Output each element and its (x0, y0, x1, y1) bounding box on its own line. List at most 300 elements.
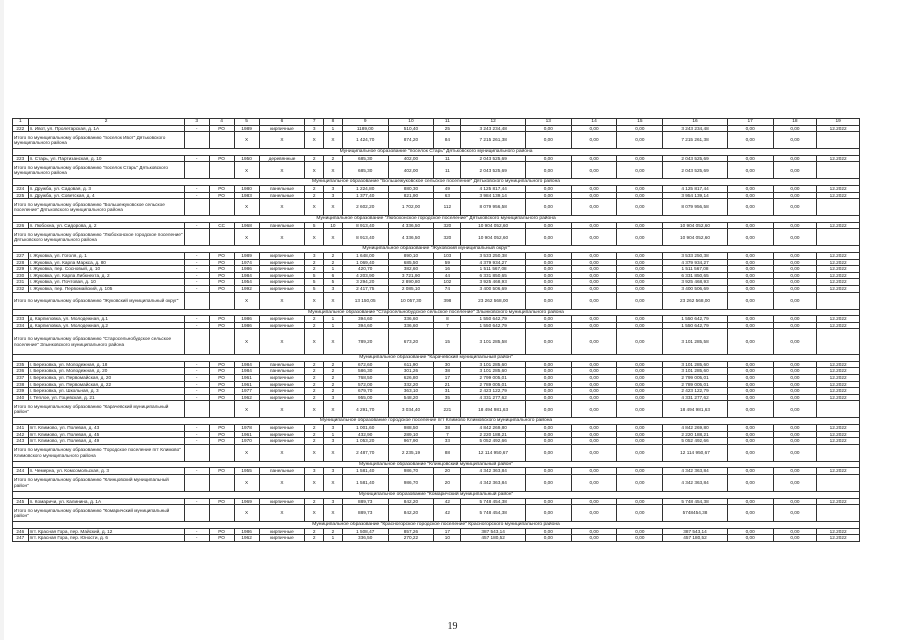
table-cell: 12.2022 (817, 528, 860, 535)
table-cell: 1992 (234, 285, 259, 292)
table-cell: 0,00 (727, 361, 773, 368)
subtotal-cell: Х (305, 132, 324, 149)
subtotal-cell: 0,00 (571, 475, 617, 492)
table-cell: 402,00 (388, 155, 434, 162)
subtotal-cell: Х (324, 229, 343, 246)
table-cell: 387 543,14 (663, 528, 728, 535)
table-cell: 1984 (234, 361, 259, 368)
subtotal-label: Итого по муниципальному образованию "Комаричский муниципальный район" (13, 505, 185, 522)
table-cell: 5 (305, 285, 324, 292)
table-cell: 3 101 285,60 (663, 361, 728, 368)
subtotal-cell: 0,00 (617, 292, 663, 309)
row-number: 247 (13, 535, 29, 542)
table-cell: 0,00 (525, 468, 571, 475)
subtotal-cell (184, 132, 209, 149)
subtotal-cell: Х (324, 132, 343, 149)
row-number: 228 (13, 259, 29, 266)
table-cell: 457 180,52 (663, 535, 728, 542)
table-cell: 0,00 (525, 222, 571, 229)
table-cell: 2 423 122,79 (663, 388, 728, 395)
subtotal-cell: 0,00 (571, 505, 617, 522)
table-cell: кирпичные (259, 266, 305, 273)
address-cell: г. Березовка, ул. Молодежная, д. 18 (28, 361, 184, 368)
row-number: 226 (13, 222, 29, 229)
table-row (13, 266, 860, 273)
table-cell: 0,00 (571, 388, 617, 395)
table-cell: панельные (259, 192, 305, 199)
column-number-cell: 13 (525, 119, 571, 126)
table-cell: 967,90 (388, 438, 434, 445)
subtotal-row (13, 444, 860, 461)
table-cell: 1980 (234, 185, 259, 192)
table-cell: 1 508,47 (342, 528, 388, 535)
table-cell: 3 984 139,14 (461, 192, 526, 199)
table-cell: 336,60 (388, 322, 434, 329)
table-cell: 0,00 (773, 381, 817, 388)
table-cell: 1 (324, 316, 343, 323)
table-cell: 3 (324, 394, 343, 401)
table-cell: 17 (434, 375, 461, 382)
subtotal-label: Итого по муниципальному образованию "Любохонское городское поселение" Дятьковского муниципального района (13, 229, 185, 246)
table-cell: 0,00 (617, 375, 663, 382)
table-cell: 0,00 (617, 438, 663, 445)
municipality-name: Муниципальное образование "Красногорское городское поселение" Красногорского муниципального района (13, 522, 860, 529)
table-cell: 1 550 642,79 (461, 316, 526, 323)
table-cell: 0,00 (773, 192, 817, 199)
table-cell: 3 (324, 425, 343, 432)
table-cell: 1 581,40 (342, 468, 388, 475)
municipality-name: Муниципальное образование "Старосельнобудское сельское поселение" Злынковского муниципального района (13, 309, 860, 316)
subtotal-label: Итого по муниципальному образованию "Карачевский муниципальный район" (13, 401, 185, 418)
subtotal-cell: 842,20 (388, 505, 434, 522)
table-cell: 2 (305, 431, 324, 438)
subtotal-cell: 4 342 363,84 (663, 475, 728, 492)
table-cell: 270,22 (388, 535, 434, 542)
table-cell: 5 748 454,38 (461, 498, 526, 505)
table-cell: 2 (305, 155, 324, 162)
table-cell: 626,80 (388, 375, 434, 382)
table-row (13, 192, 860, 199)
table-cell: 0,00 (617, 361, 663, 368)
address-cell: п. Ивот, ул. Пролетарская, д. 1А (28, 125, 184, 132)
subtotal-cell: 0,00 (773, 401, 817, 418)
subtotal-cell: Х (259, 444, 305, 461)
table-cell: 0,00 (525, 125, 571, 132)
table-cell: 17 (434, 528, 461, 535)
table-cell: РО (209, 285, 234, 292)
subtotal-cell: 8 079 956,58 (663, 199, 728, 216)
table-cell: 0,00 (571, 259, 617, 266)
table-cell: 0,00 (773, 266, 817, 273)
subtotal-cell: 0,00 (525, 475, 571, 492)
table-row (13, 468, 860, 475)
subtotal-cell: 0,00 (773, 329, 817, 355)
table-row (13, 381, 860, 388)
subtotal-cell: 0,00 (773, 229, 817, 246)
table-cell: 0,00 (525, 272, 571, 279)
table-cell: 1 (324, 322, 343, 329)
table-cell: 0,00 (571, 192, 617, 199)
subtotal-cell: 10 057,30 (388, 292, 434, 309)
subtotal-cell (184, 162, 209, 179)
table-cell: 0,00 (525, 431, 571, 438)
municipality-name: Муниципальное образование "Карачевский муниципальный район" (13, 355, 860, 362)
table-cell: 1962 (234, 535, 259, 542)
table-cell: 1 (324, 431, 343, 438)
table-cell: 2 799 005,01 (461, 375, 526, 382)
table-cell: 1986 (234, 316, 259, 323)
table-cell: 0,00 (773, 185, 817, 192)
subtotal-cell: 0,00 (727, 444, 773, 461)
table-cell: 8 (434, 316, 461, 323)
table-cell: РО (209, 252, 234, 259)
table-cell: 0,00 (617, 388, 663, 395)
subtotal-row (13, 401, 860, 418)
table-cell: 0,00 (571, 438, 617, 445)
table-cell: 3 400 506,69 (461, 285, 526, 292)
subtotal-cell: 10 904 052,60 (663, 229, 728, 246)
subtotal-cell: 0,00 (525, 505, 571, 522)
subtotal-row (13, 475, 860, 492)
table-cell: 4 203,90 (342, 272, 388, 279)
subtotal-cell (209, 444, 234, 461)
table-cell: 1962 (234, 394, 259, 401)
subtotal-cell: 2 043 525,69 (663, 162, 728, 179)
table-cell: 21 (434, 381, 461, 388)
subtotal-cell: 2 043 525,69 (461, 162, 526, 179)
subtotal-cell: 0,00 (727, 505, 773, 522)
table-cell: 1977 (234, 388, 259, 395)
subtotal-cell: 398 (434, 292, 461, 309)
table-row (13, 259, 860, 266)
row-number: 237 (13, 375, 29, 382)
table-row (13, 438, 860, 445)
subtotal-cell: 0,00 (525, 229, 571, 246)
table-row (13, 425, 860, 432)
table-cell: 0,00 (617, 272, 663, 279)
subtotal-cell: 789,20 (342, 329, 388, 355)
table-row (13, 316, 860, 323)
table-cell: 2 (324, 259, 343, 266)
table-row (13, 375, 860, 382)
table-cell: 611,90 (388, 361, 434, 368)
subtotal-row (13, 229, 860, 246)
table-cell: 0,00 (617, 252, 663, 259)
subtotal-cell: 0,00 (773, 199, 817, 216)
table-cell: 3 101 285,60 (461, 368, 526, 375)
table-cell: панельные (259, 368, 305, 375)
subtotal-cell: Х (324, 162, 343, 179)
table-cell: 457 180,52 (461, 535, 526, 542)
table-cell: РО (209, 192, 234, 199)
table-cell: - (184, 381, 209, 388)
capital-repair-table (12, 118, 860, 542)
table-cell: 0,00 (773, 272, 817, 279)
table-cell: - (184, 438, 209, 445)
table-cell: 2 (305, 266, 324, 273)
table-cell: 0,00 (727, 266, 773, 273)
table-cell: 0,00 (525, 361, 571, 368)
municipality-header-row (13, 355, 860, 362)
table-cell: 2 (305, 425, 324, 432)
table-cell: 3 (305, 252, 324, 259)
municipality-header-row (13, 246, 860, 253)
subtotal-cell: 0,00 (727, 229, 773, 246)
subtotal-cell: 0,00 (525, 444, 571, 461)
table-cell: 0,00 (727, 388, 773, 395)
table-cell: 59 (434, 259, 461, 266)
table-cell: - (184, 468, 209, 475)
subtotal-cell: 23 262 568,00 (461, 292, 526, 309)
table-cell: 2 (324, 361, 343, 368)
subtotal-cell: Х (234, 505, 259, 522)
row-number: 223 (13, 155, 29, 162)
table-cell: 0,00 (571, 252, 617, 259)
table-cell: 12.2022 (817, 252, 860, 259)
subtotal-cell (209, 505, 234, 522)
subtotal-cell: 874,20 (388, 132, 434, 149)
subtotal-cell: Х (259, 401, 305, 418)
table-cell: 2 (305, 361, 324, 368)
subtotal-row (13, 199, 860, 216)
table-row (13, 185, 860, 192)
subtotal-cell: Х (259, 199, 305, 216)
table-cell: 2 (305, 394, 324, 401)
municipality-header-row (13, 149, 860, 156)
municipality-header-row (13, 492, 860, 499)
table-cell: 1189,00 (342, 125, 388, 132)
table-cell: 0,00 (571, 222, 617, 229)
subtotal-cell: 402,00 (388, 162, 434, 179)
table-cell: 1969 (234, 498, 259, 505)
subtotal-cell: 0,00 (525, 401, 571, 418)
subtotal-cell: Х (259, 475, 305, 492)
table-cell: 0,00 (727, 368, 773, 375)
table-cell: кирпичные (259, 431, 305, 438)
subtotal-cell: 0,00 (773, 162, 817, 179)
subtotal-cell (184, 475, 209, 492)
table-cell: 1974 (234, 259, 259, 266)
row-number: 245 (13, 498, 29, 505)
table-cell: РО (209, 498, 234, 505)
table-cell: 0,00 (617, 155, 663, 162)
table-cell: 2 890,80 (388, 279, 434, 286)
table-cell: 44 (434, 272, 461, 279)
table-cell: 2 (324, 528, 343, 535)
table-cell: 0,00 (571, 394, 617, 401)
address-cell: п. Любохна, ул. Сидорова, д. 2 (28, 222, 184, 229)
column-number-cell: 1 (13, 119, 29, 126)
table-cell: 0,00 (773, 375, 817, 382)
table-cell: 0,00 (773, 285, 817, 292)
table-cell: 0,00 (773, 425, 817, 432)
column-number-cell: 12 (461, 119, 526, 126)
table-cell: 4 125 817,44 (461, 185, 526, 192)
table-cell: 1984 (234, 368, 259, 375)
subtotal-label: Итого по муниципальному образованию "Старосельнобудское сельское поселение" Злынковского муниципального района (13, 329, 185, 355)
subtotal-cell: Х (324, 444, 343, 461)
subtotal-cell: 0,00 (617, 475, 663, 492)
table-cell: 0,00 (571, 535, 617, 542)
subtotal-cell: Х (259, 229, 305, 246)
table-cell: 382,60 (388, 266, 434, 273)
table-cell: 0,00 (727, 438, 773, 445)
table-cell: 0,00 (773, 155, 817, 162)
table-cell: 0,00 (617, 279, 663, 286)
row-number: 246 (13, 528, 29, 535)
table-cell: 0,00 (617, 316, 663, 323)
table-cell: 12.2022 (817, 259, 860, 266)
subtotal-cell (817, 401, 860, 418)
subtotal-cell: 0,00 (617, 132, 663, 149)
table-cell: РО (209, 431, 234, 438)
subtotal-cell (184, 401, 209, 418)
subtotal-cell (209, 162, 234, 179)
table-cell: кирпичные (259, 259, 305, 266)
table-cell: 3 243 234,48 (461, 125, 526, 132)
address-cell: д. Карпиловка, ул. Молодежная, д.1 (28, 316, 184, 323)
table-cell: РО (209, 468, 234, 475)
table-cell: 1989 (234, 125, 259, 132)
table-cell: 2 (305, 381, 324, 388)
subtotal-cell: 0,00 (571, 401, 617, 418)
table-cell: 955,00 (342, 394, 388, 401)
table-cell: 1 648,00 (342, 252, 388, 259)
table-cell: 301,26 (388, 368, 434, 375)
table-cell: 2 (324, 155, 343, 162)
table-cell: 0,00 (617, 222, 663, 229)
table-cell: 1 001,60 (342, 425, 388, 432)
table-cell: 1986 (234, 528, 259, 535)
table-cell: 11 (434, 155, 461, 162)
table-cell: РО (209, 272, 234, 279)
table-cell: 49 (434, 185, 461, 192)
table-cell: - (184, 498, 209, 505)
table-cell: - (184, 368, 209, 375)
table-cell: 38 (434, 368, 461, 375)
subtotal-cell: 0,00 (617, 229, 663, 246)
subtotal-cell: Х (324, 401, 343, 418)
subtotal-cell: 2 235,19 (388, 444, 434, 461)
subtotal-row (13, 329, 860, 355)
table-cell: 1978 (234, 425, 259, 432)
municipality-header-row (13, 461, 860, 468)
subtotal-cell: 0,00 (617, 444, 663, 461)
table-cell: 30 (434, 361, 461, 368)
table-cell: 0,00 (617, 535, 663, 542)
table-row (13, 155, 860, 162)
subtotal-cell: 0,00 (773, 444, 817, 461)
table-cell: 0,00 (571, 498, 617, 505)
subtotal-cell: 0,00 (773, 292, 817, 309)
subtotal-cell: 5 748 454,38 (461, 505, 526, 522)
municipality-name: Муниципальное образование "Комаричский муниципальный район" (13, 492, 860, 499)
table-cell: 1 053,20 (342, 438, 388, 445)
table-cell: 880,30 (388, 185, 434, 192)
table-cell: РО (209, 535, 234, 542)
table-cell: 0,00 (773, 394, 817, 401)
table-cell: 12.2022 (817, 535, 860, 542)
table-cell: 0,00 (571, 381, 617, 388)
row-number: 231 (13, 279, 29, 286)
subtotal-cell: 0,00 (727, 292, 773, 309)
table-row (13, 431, 860, 438)
table-cell: РО (209, 438, 234, 445)
table-cell: - (184, 272, 209, 279)
row-number: 243 (13, 438, 29, 445)
table-cell: 3 925 468,93 (461, 279, 526, 286)
table-cell: 988,50 (388, 425, 434, 432)
subtotal-cell (209, 401, 234, 418)
table-cell: кирпичные (259, 388, 305, 395)
table-cell: 12.2022 (817, 155, 860, 162)
document-page (8, 118, 904, 542)
table-cell: 74 (434, 285, 461, 292)
table-cell: 42 (434, 498, 461, 505)
subtotal-cell: 1 581,40 (342, 475, 388, 492)
row-number: 241 (13, 425, 29, 432)
address-cell: п. Дружба, ул. Садовая, д. 3 (28, 185, 184, 192)
column-number-cell: 16 (663, 119, 728, 126)
table-cell: 0,00 (617, 125, 663, 132)
subtotal-cell: 0,00 (525, 329, 571, 355)
table-cell: 0,00 (525, 259, 571, 266)
table-cell: 0,00 (571, 316, 617, 323)
row-number: 225 (13, 192, 29, 199)
municipality-name: Муниципальное образование "Любохонское городское поселение" Дятьковского муниципального района (13, 216, 860, 223)
table-cell: - (184, 192, 209, 199)
subtotal-cell (817, 199, 860, 216)
table-cell: 0,00 (773, 222, 817, 229)
row-number: 242 (13, 431, 29, 438)
table-cell: 0,00 (727, 259, 773, 266)
table-cell: РО (209, 155, 234, 162)
row-number: 240 (13, 394, 29, 401)
table-cell: 1989 (234, 252, 259, 259)
table-cell: 12.2022 (817, 222, 860, 229)
table-cell: 12.2022 (817, 125, 860, 132)
subtotal-cell: 3 101 285,58 (461, 329, 526, 355)
subtotal-cell: Х (305, 292, 324, 309)
subtotal-cell: 0,00 (727, 162, 773, 179)
table-cell: 0,00 (773, 125, 817, 132)
table-cell: 12.2022 (817, 285, 860, 292)
subtotal-cell (817, 229, 860, 246)
subtotal-cell (817, 292, 860, 309)
table-cell: 1986 (234, 322, 259, 329)
subtotal-cell: Х (259, 162, 305, 179)
table-cell: 3 954 139,14 (663, 192, 728, 199)
table-row (13, 322, 860, 329)
subtotal-cell (209, 292, 234, 309)
table-cell: РО (209, 316, 234, 323)
table-cell: 1984 (234, 272, 259, 279)
table-cell: 10 (324, 222, 343, 229)
table-cell: 12.2022 (817, 272, 860, 279)
table-cell: 1 511 567,08 (663, 266, 728, 273)
table-cell: РО (209, 388, 234, 395)
table-cell: 5 (324, 279, 343, 286)
table-cell: 3 294,20 (342, 279, 388, 286)
table-row (13, 279, 860, 286)
subtotal-cell (817, 162, 860, 179)
table-row (13, 252, 860, 259)
subtotal-cell: 1 424,70 (342, 132, 388, 149)
table-cell: 0,00 (617, 431, 663, 438)
table-cell: 0,00 (571, 155, 617, 162)
subtotal-cell: 0,00 (727, 475, 773, 492)
table-cell: 12.2022 (817, 361, 860, 368)
